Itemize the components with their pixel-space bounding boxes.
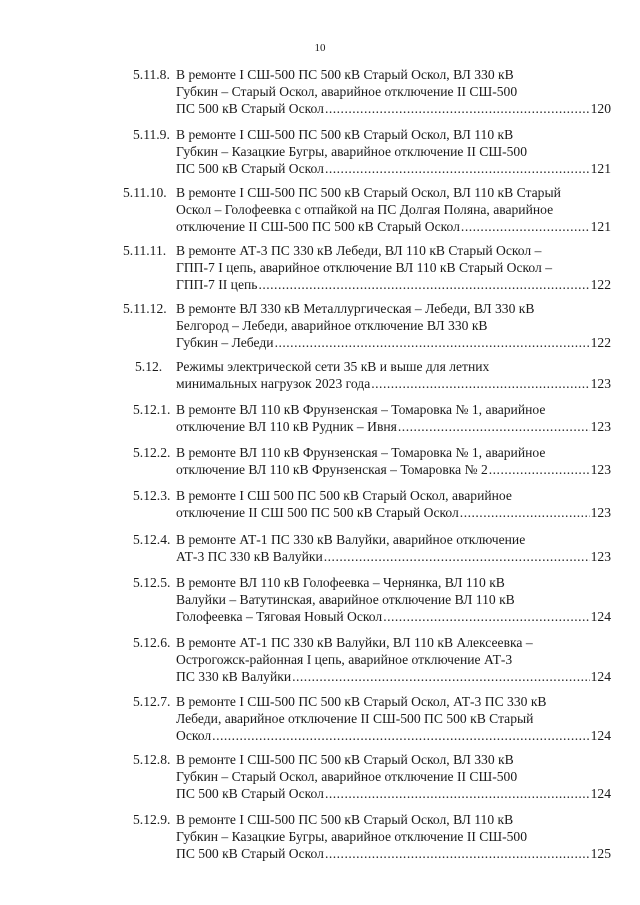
toc-entry-number: 5.12.5. [133, 575, 171, 590]
page-number: 10 [314, 42, 326, 54]
toc-entry-line: В ремонте АТ-1 ПС 330 кВ Валуйки, ВЛ 110 кВ Алексеевка – [176, 635, 533, 650]
toc-entry-line: В ремонте I СШ 500 ПС 500 кВ Старый Оскол, аварийное [176, 488, 512, 503]
toc-entry-line: Губкин – Старый Оскол, аварийное отключение II СШ-500 [176, 84, 518, 99]
toc-entry-page: 123 [590, 419, 611, 434]
toc-entry-page: 123 [590, 462, 611, 477]
dot-leader [460, 504, 590, 521]
toc-entry[interactable] [0, 531, 640, 565]
toc-entry-page: 124 [590, 609, 611, 624]
toc-entry-line: В ремонте АТ-1 ПС 330 кВ Валуйки, аварийное отключение [176, 532, 526, 547]
toc-entry-number: 5.12. [135, 359, 163, 374]
toc-entry-line: отключение II СШ 500 ПС 500 кВ Старый Оскол [176, 505, 459, 520]
toc-entry-line: Губкин – Казацкие Бугры, аварийное отключение II СШ-500 [176, 144, 528, 159]
toc-entry-line: В ремонте I СШ-500 ПС 500 кВ Старый Оскол, АТ-3 ПС 330 кВ [176, 694, 547, 709]
toc-entry-line: В ремонте I СШ-500 ПС 500 кВ Старый Оскол, ВЛ 330 кВ [176, 67, 514, 82]
toc-entry-line: Лебеди, аварийное отключение II СШ-500 ПС 500 кВ Старый [176, 711, 534, 726]
toc-entry-line: АТ-3 ПС 330 кВ Валуйки [176, 549, 323, 564]
toc-entry-line: В ремонте ВЛ 330 кВ Металлургическая – Лебеди, ВЛ 330 кВ [176, 301, 535, 316]
toc-entry-line: минимальных нагрузок 2023 года [176, 376, 371, 391]
toc-entry-line: ПС 500 кВ Старый Оскол [176, 786, 324, 801]
toc-entry-page: 121 [590, 219, 611, 234]
dot-leader [489, 461, 590, 478]
toc-entry[interactable] [0, 574, 640, 625]
toc-entry-number: 5.12.6. [133, 635, 171, 650]
dot-leader [325, 845, 590, 862]
toc-entry-line: Белгород – Лебеди, аварийное отключение ВЛ 330 кВ [176, 318, 488, 333]
dot-leader [324, 548, 590, 565]
toc-entry[interactable] [0, 242, 640, 293]
toc-entry[interactable] [0, 751, 640, 802]
toc-entry-line: ПС 500 кВ Старый Оскол [176, 846, 324, 861]
toc-entry-line: ПС 500 кВ Старый Оскол [176, 161, 324, 176]
toc-entry[interactable] [0, 126, 640, 177]
toc-entry-number: 5.12.7. [133, 694, 171, 709]
dot-leader [292, 668, 590, 685]
dot-leader [325, 785, 590, 802]
toc-entry-number: 5.12.3. [133, 488, 171, 503]
toc-entry-line: Губкин – Старый Оскол, аварийное отключение II СШ-500 [176, 769, 518, 784]
toc-entry-number: 5.11.10. [123, 185, 167, 200]
toc-entry[interactable] [0, 444, 640, 478]
toc-entry-line: Режимы электрической сети 35 кВ и выше для летних [176, 359, 490, 374]
toc-entry-line: В ремонте ВЛ 110 кВ Фрунзенская – Томаровка № 1, аварийное [176, 402, 546, 417]
toc-entry[interactable] [0, 811, 640, 862]
toc-entry[interactable] [0, 358, 640, 392]
toc-entry-number: 5.12.9. [133, 812, 171, 827]
dot-leader [275, 334, 590, 351]
toc-entry-line: Губкин – Казацкие Бугры, аварийное отключение II СШ-500 [176, 829, 528, 844]
toc-entry-page: 122 [590, 335, 611, 350]
toc-entry-page: 124 [590, 786, 611, 801]
toc-entry-line: Острогожск-районная I цепь, аварийное отключение АТ-3 [176, 652, 513, 667]
toc-entry-page: 125 [590, 846, 611, 861]
toc-entry-number: 5.11.11. [123, 243, 167, 258]
toc-entry-line: В ремонте I СШ-500 ПС 500 кВ Старый Оскол, ВЛ 110 кВ [176, 127, 514, 142]
toc-entry-number: 5.11.9. [133, 127, 170, 142]
toc-entry-line: ПС 500 кВ Старый Оскол [176, 101, 324, 116]
toc-entry-line: ПС 330 кВ Валуйки [176, 669, 292, 684]
toc-entry-line: В ремонте АТ-3 ПС 330 кВ Лебеди, ВЛ 110 кВ Старый Оскол – [176, 243, 542, 258]
toc-entry-line: В ремонте I СШ-500 ПС 500 кВ Старый Оскол, ВЛ 110 кВ [176, 812, 514, 827]
dot-leader [325, 160, 590, 177]
toc-entry-page: 121 [590, 161, 611, 176]
toc-entry[interactable] [0, 401, 640, 435]
dot-leader [258, 276, 589, 293]
toc-entry[interactable] [0, 66, 640, 117]
dot-leader [325, 100, 590, 117]
toc-entry-page: 123 [590, 376, 611, 391]
toc-entry-page: 124 [590, 728, 611, 743]
toc-entry-number: 5.11.12. [123, 301, 167, 316]
toc-entry-line: Валуйки – Ватутинская, аварийное отключение ВЛ 110 кВ [176, 592, 515, 607]
toc-entry[interactable] [0, 184, 640, 235]
toc-entry-line: Оскол [176, 728, 212, 743]
toc-entry-line: Голофеевка – Тяговая Новый Оскол [176, 609, 383, 624]
dot-leader [371, 375, 589, 392]
toc-entry[interactable] [0, 300, 640, 351]
toc-entry-number: 5.12.4. [133, 532, 171, 547]
toc-entry[interactable] [0, 693, 640, 744]
toc-entry-line: отключение ВЛ 110 кВ Фрунзенская – Томаровка № 2 [176, 462, 488, 477]
dot-leader [212, 727, 589, 744]
dot-leader [398, 418, 590, 435]
toc-entry-line: ГПП-7 II цепь [176, 277, 258, 292]
toc-entry-line: В ремонте ВЛ 110 кВ Голофеевка – Чернянка, ВЛ 110 кВ [176, 575, 505, 590]
toc-entry-line: Губкин – Лебеди [176, 335, 274, 350]
toc-entry-page: 122 [590, 277, 611, 292]
dot-leader [383, 608, 589, 625]
dot-leader [461, 218, 590, 235]
toc-entry-line: В ремонте ВЛ 110 кВ Фрунзенская – Томаровка № 1, аварийное [176, 445, 546, 460]
toc-entry-line: ГПП-7 I цепь, аварийное отключение ВЛ 110 кВ Старый Оскол – [176, 260, 552, 275]
toc-entry-line: отключение II СШ-500 ПС 500 кВ Старый Оскол [176, 219, 460, 234]
toc-entry-line: Оскол – Голофеевка с отпайкой на ПС Долгая Поляна, аварийное [176, 202, 554, 217]
toc-entry-number: 5.12.8. [133, 752, 171, 767]
toc-entry-page: 124 [590, 669, 611, 684]
toc-entry-page: 120 [590, 101, 611, 116]
toc-entry-line: В ремонте I СШ-500 ПС 500 кВ Старый Оскол, ВЛ 110 кВ Старый [176, 185, 561, 200]
toc-entry-line: отключение ВЛ 110 кВ Рудник – Ивня [176, 419, 397, 434]
toc-entry[interactable] [0, 634, 640, 685]
toc-entry-line: В ремонте I СШ-500 ПС 500 кВ Старый Оскол, ВЛ 330 кВ [176, 752, 514, 767]
toc-entry-page: 123 [590, 549, 611, 564]
toc-entry-number: 5.12.2. [133, 445, 171, 460]
toc-entry-number: 5.12.1. [133, 402, 171, 417]
toc-entry[interactable] [0, 487, 640, 521]
toc-entry-number: 5.11.8. [133, 67, 170, 82]
toc-entry-page: 123 [590, 505, 611, 520]
